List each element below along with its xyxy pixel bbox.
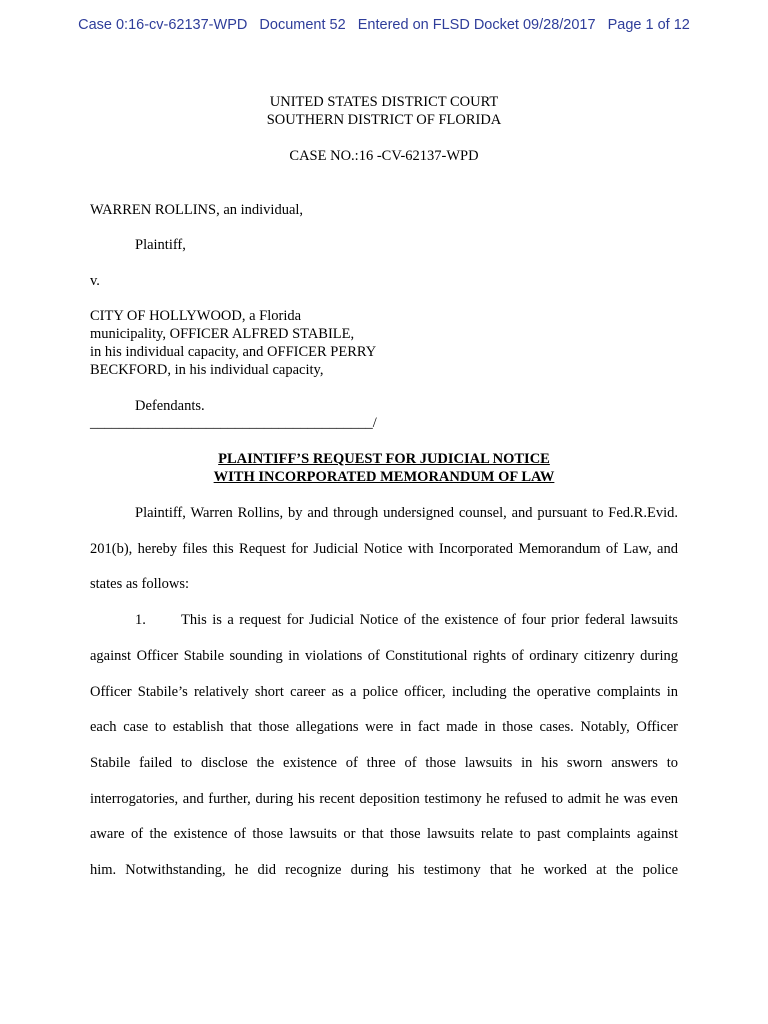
paragraph-number: 1.: [135, 612, 146, 628]
defendants-label: Defendants.: [135, 398, 205, 414]
intro-line: Plaintiff, Warren Rollins, by and through undersigned counsel, and pursuant to Fed.R.Evid.: [135, 505, 678, 521]
paragraph-line: This is a request for Judicial Notice of the existence of four prior federal lawsuits: [181, 612, 678, 628]
defendants-line: CITY OF HOLLYWOOD, a Florida: [90, 308, 302, 324]
paragraph-line: aware of the existence of those lawsuits or that those lawsuits relate to past complaints against: [90, 826, 678, 842]
defendants-line: in his individual capacity, and OFFICER PERRY: [90, 344, 377, 360]
plaintiff-label: Plaintiff,: [135, 237, 186, 253]
court-district: SOUTHERN DISTRICT OF FLORIDA: [266, 112, 502, 128]
court-name: UNITED STATES DISTRICT COURT: [269, 94, 499, 110]
paragraph-line: against Officer Stabile sounding in violations of Constitutional rights of ordinary citizenry during: [90, 648, 678, 664]
document-title-line2: WITH INCORPORATED MEMORANDUM OF LAW: [213, 469, 555, 485]
versus: v.: [90, 273, 100, 289]
plaintiff-name: WARREN ROLLINS, an individual,: [90, 202, 304, 218]
paragraph-line: him. Notwithstanding, he did recognize during his testimony that he worked at the police: [90, 862, 678, 878]
intro-line: 201(b), hereby files this Request for Judicial Notice with Incorporated Memorandum of Law, and: [90, 541, 678, 557]
caption-rule: _______________________________________/: [90, 415, 377, 431]
intro-line: states as follows:: [90, 576, 190, 592]
paragraph-line: Officer Stabile’s relatively short career as a police officer, including the operative complaints in: [90, 684, 678, 700]
paragraph-line: interrogatories, and further, during his recent deposition testimony he refused to admit he was even: [90, 791, 678, 807]
paragraph-line: Stabile failed to disclose the existence of three of those lawsuits in his sworn answers to: [90, 755, 678, 771]
docket-header-stamp: Case 0:16-cv-62137-WPD Document 52 Entered on FLSD Docket 09/28/2017 Page 1 of 12: [78, 17, 690, 33]
defendants-line: BECKFORD, in his individual capacity,: [90, 362, 324, 378]
document-title-line1: PLAINTIFF’S REQUEST FOR JUDICIAL NOTICE: [218, 451, 550, 467]
paragraph-line: each case to establish that those allegations were in fact made in those cases. Notably, Officer: [90, 719, 678, 735]
case-number: CASE NO.:16 -CV-62137-WPD: [289, 148, 479, 164]
defendants-line: municipality, OFFICER ALFRED STABILE,: [90, 326, 355, 342]
